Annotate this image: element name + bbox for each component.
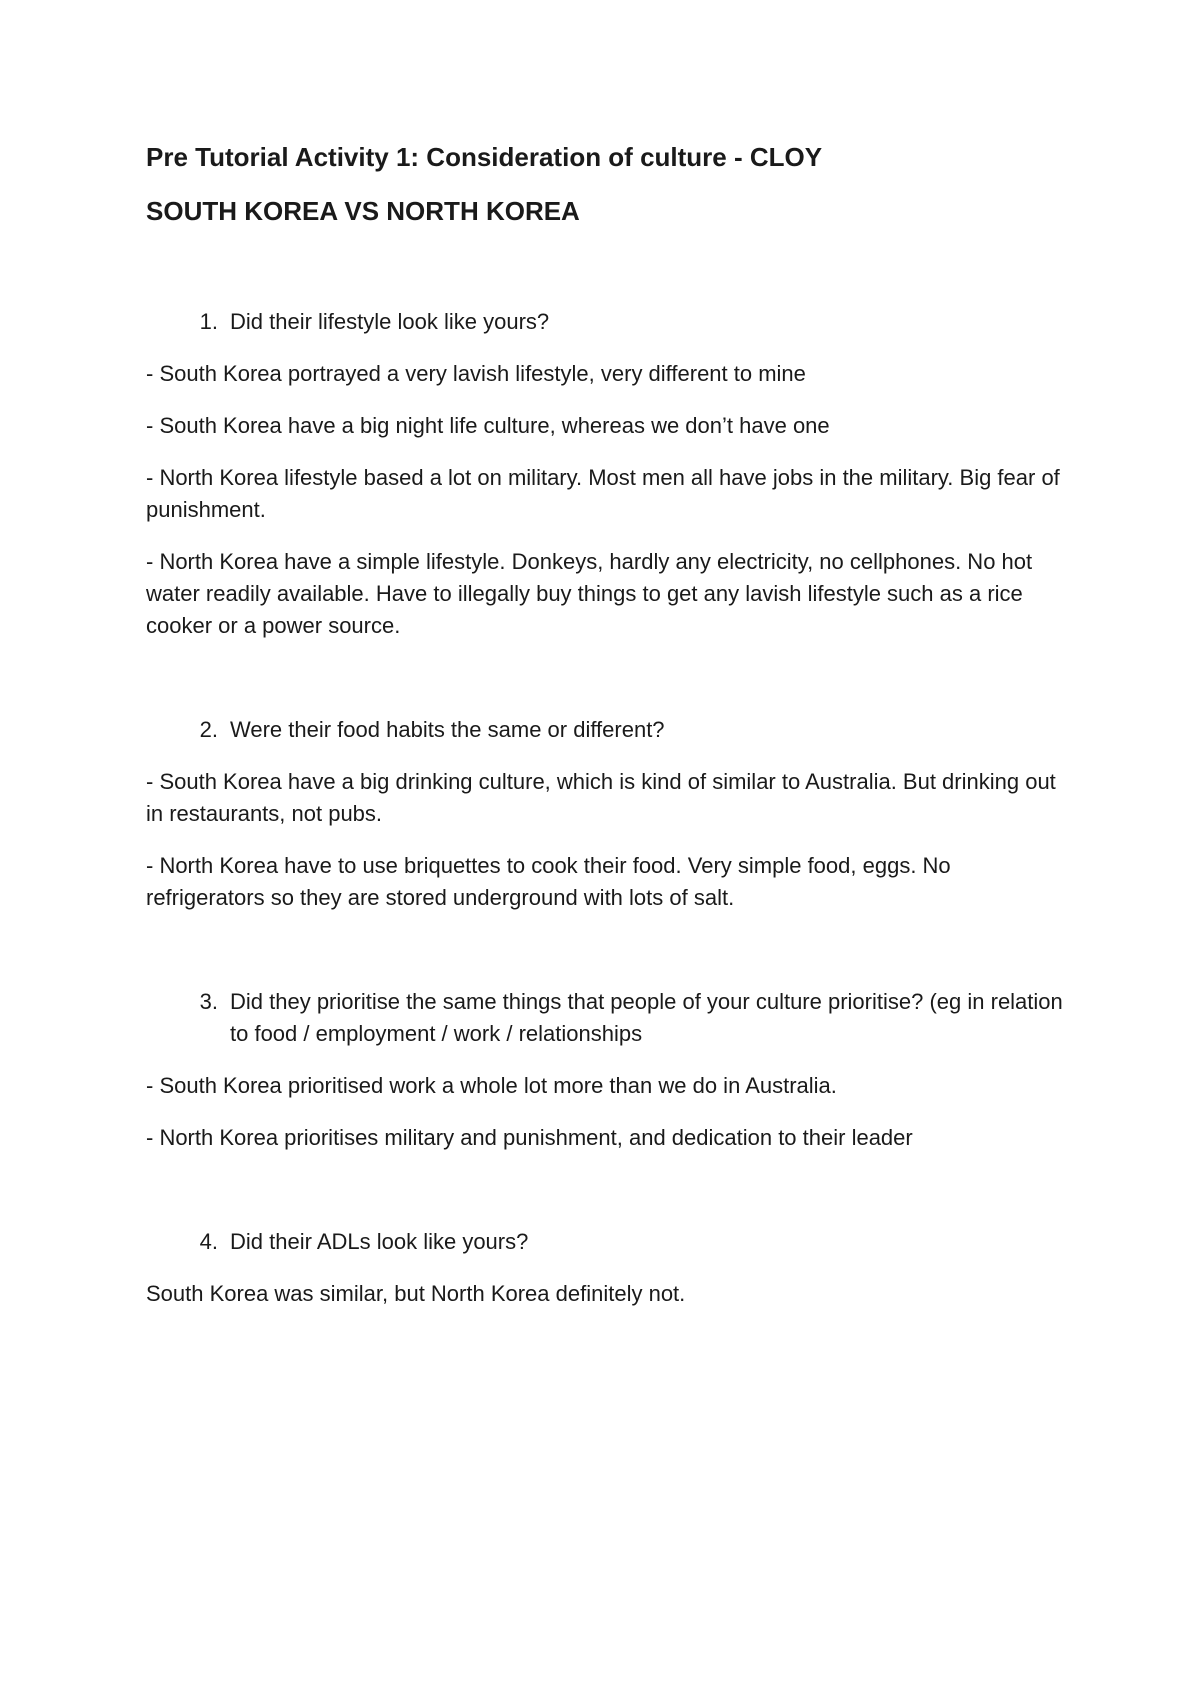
question-text: Did their lifestyle look like yours? [230, 309, 550, 334]
document-page [146, 140, 1066, 1330]
section-spacer [146, 934, 1066, 986]
question-number: 3. [199, 989, 218, 1014]
answer-paragraph: - South Korea prioritised work a whole lot more than we do in Australia. [146, 1073, 837, 1098]
question-3 [146, 986, 1066, 1050]
answer-paragraph: - South Korea portrayed a very lavish lifestyle, very different to mine [146, 361, 806, 386]
question-text: Did their ADLs look like yours? [230, 1229, 529, 1254]
question-text: Did they prioritise the same things that people of your culture prioritise? (eg in relation to food / employment / work / relationships [230, 989, 1063, 1046]
question-number: 2. [199, 717, 218, 742]
question-4 [146, 1226, 1066, 1258]
question-2 [146, 714, 1066, 746]
question-number: 1. [199, 309, 218, 334]
answer-paragraph: - North Korea have a simple lifestyle. Donkeys, hardly any electricity, no cellphones. No hot water readily available. Have to illegally buy things to get any lavish lifestyle such as a rice cooker or a power source. [146, 549, 1033, 638]
answer-paragraph: - South Korea have a big night life culture, whereas we don’t have one [146, 413, 830, 438]
answer-paragraph: - North Korea lifestyle based a lot on military. Most men all have jobs in the military. Big fear of punishment. [146, 465, 1060, 522]
question-number: 4. [199, 1229, 218, 1254]
document-title: Pre Tutorial Activity 1: Consideration of culture - CLOY [146, 142, 823, 172]
question-text: Were their food habits the same or different? [230, 717, 665, 742]
answer-paragraph: - North Korea have to use briquettes to cook their food. Very simple food, eggs. No refrigerators so they are stored underground with lots of salt. [146, 853, 951, 910]
answer-paragraph: - North Korea prioritises military and punishment, and dedication to their leader [146, 1125, 913, 1150]
document-subtitle: SOUTH KOREA VS NORTH KOREA [146, 196, 580, 226]
answer-paragraph: South Korea was similar, but North Korea definitely not. [146, 1281, 686, 1306]
answer-paragraph: - South Korea have a big drinking culture, which is kind of similar to Australia. But drinking out in restaurants, not pubs. [146, 769, 1056, 826]
section-spacer [146, 1174, 1066, 1226]
question-1 [146, 306, 1066, 338]
section-spacer [146, 662, 1066, 714]
